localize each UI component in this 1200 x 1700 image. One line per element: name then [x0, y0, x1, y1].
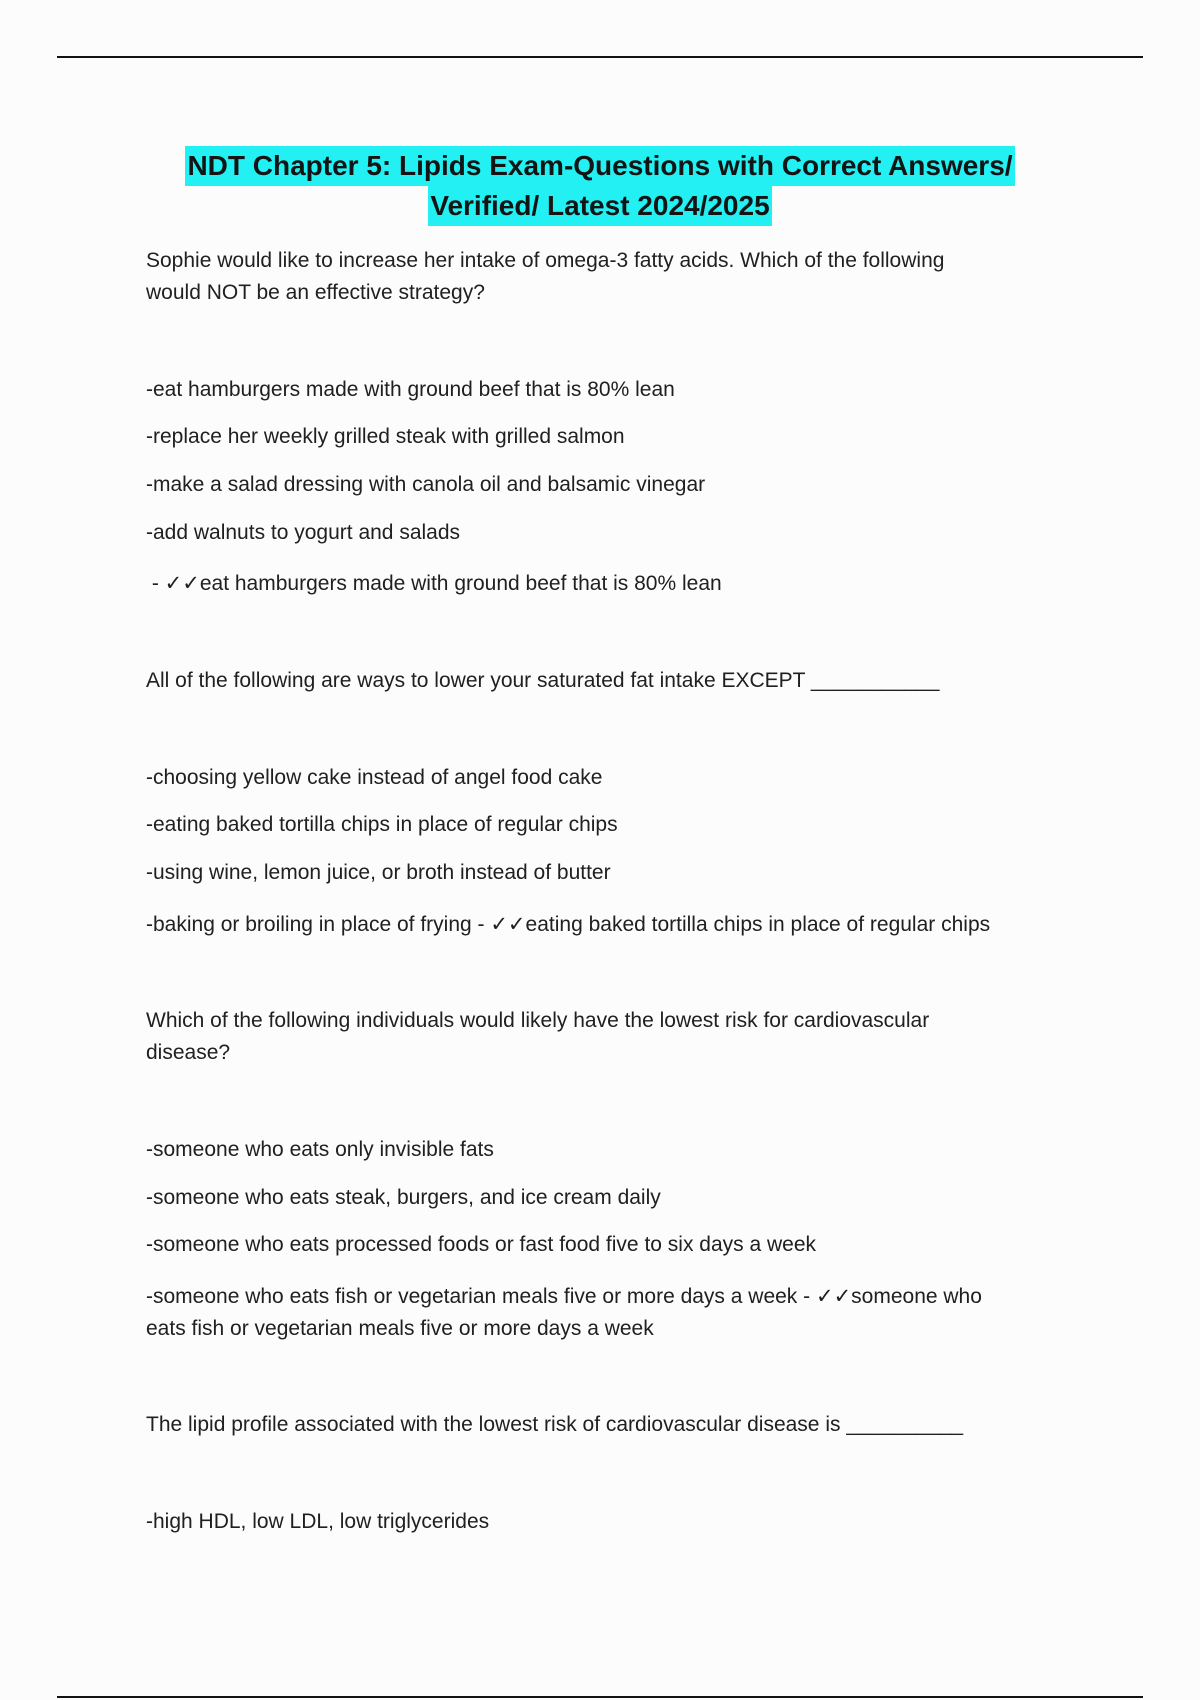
question-3-answer-line-2: eats fish or vegetarian meals five or more days a week — [146, 1317, 654, 1340]
question-1-option: -add walnuts to yogurt and salads — [146, 521, 461, 544]
question-2-option: -using wine, lemon juice, or broth instead of butter — [146, 861, 611, 884]
title-line-2: Verified/ Latest 2024/2025 — [428, 186, 771, 226]
question-3-prompt-line-2: disease? — [146, 1041, 231, 1064]
question-3-option: -someone who eats steak, burgers, and ice cream daily — [146, 1186, 661, 1209]
question-2-prompt: All of the following are ways to lower your saturated fat intake EXCEPT ___________ — [146, 669, 940, 692]
question-2-option: -eating baked tortilla chips in place of regular chips — [146, 813, 618, 836]
question-2-answer: -baking or broiling in place of frying - ✓✓eating baked tortilla chips in place of regular chips — [146, 913, 991, 936]
question-3-answer-line-1: -someone who eats fish or vegetarian meals five or more days a week - ✓✓someone who — [146, 1285, 982, 1308]
question-3-prompt-line-1: Which of the following individuals would likely have the lowest risk for cardiovascular — [146, 1009, 930, 1032]
document-title — [0, 146, 1200, 226]
question-1-prompt-line-1: Sophie would like to increase her intake of omega-3 fatty acids. Which of the following — [146, 249, 945, 272]
bottom-rule — [57, 1696, 1143, 1698]
question-1-option: -eat hamburgers made with ground beef that is 80% lean — [146, 378, 675, 401]
question-1-prompt-line-2: would NOT be an effective strategy? — [146, 281, 485, 304]
question-1-option: -replace her weekly grilled steak with grilled salmon — [146, 425, 625, 448]
question-4-prompt: The lipid profile associated with the lowest risk of cardiovascular disease is __________ — [146, 1413, 964, 1436]
question-2-option: -choosing yellow cake instead of angel food cake — [146, 766, 603, 789]
question-1-option: -make a salad dressing with canola oil and balsamic vinegar — [146, 473, 706, 496]
question-3-option: -someone who eats processed foods or fast food five to six days a week — [146, 1233, 817, 1256]
title-line-1: NDT Chapter 5: Lipids Exam-Questions with Correct Answers/ — [185, 146, 1014, 186]
question-3-option: -someone who eats only invisible fats — [146, 1138, 494, 1161]
question-4-option: -high HDL, low LDL, low triglycerides — [146, 1510, 490, 1533]
question-1-answer: - ✓✓eat hamburgers made with ground beef that is 80% lean — [146, 572, 722, 595]
top-rule — [57, 56, 1143, 58]
